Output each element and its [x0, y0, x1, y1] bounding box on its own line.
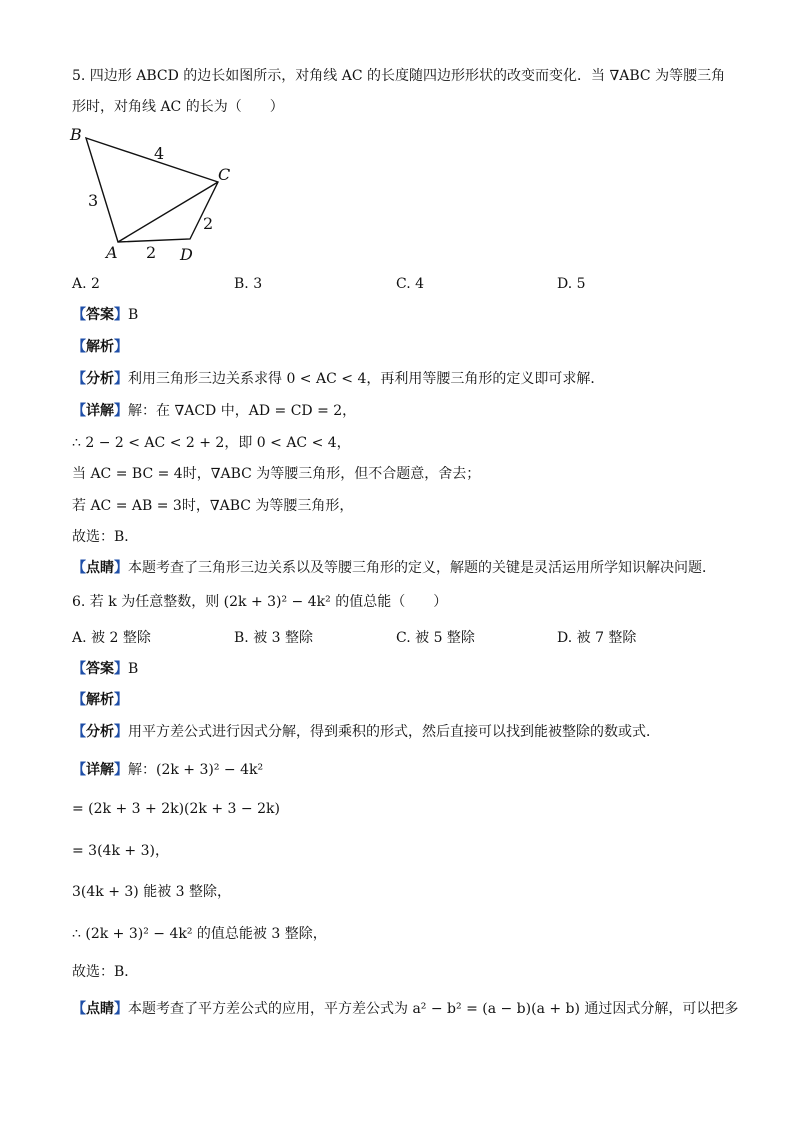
- length-label-ad: 2: [146, 243, 157, 262]
- q6-answer: 【答案】B: [72, 661, 139, 677]
- q5-xiangjie-line5: 故选：B．: [72, 529, 139, 545]
- q5-analysis-heading: 【解析】: [72, 339, 128, 355]
- q5-stem-line2: 形时，对角线 AC 的长为（ ）: [72, 99, 284, 115]
- q6-xiangjie-line5: ∴ (2k + 3)² − 4k² 的值总能被 3 整除，: [72, 926, 327, 942]
- q5-fenxi: 【分析】利用三角形三边关系求得 0 < AC < 4，再利用等腰三角形的定义即可求解．: [72, 371, 605, 387]
- q5-quadrilateral-figure: [60, 118, 260, 268]
- vertex-label-a: A: [106, 243, 118, 262]
- length-label-ab: 3: [88, 191, 99, 210]
- q6-option-d: D. 被 7 整除: [557, 630, 637, 646]
- answer-tag: 【答案】: [72, 307, 128, 323]
- vertex-label-b: B: [70, 125, 82, 144]
- q6-dianjing: 【点睛】本题考查了平方差公式的应用，平方差公式为 a² − b² = (a − b)(a + b) 通过因式分解，可以把多: [72, 1001, 739, 1017]
- length-label-cd: 2: [203, 214, 214, 233]
- answer-value: B: [128, 307, 139, 323]
- q5-option-d: D. 5: [557, 276, 586, 292]
- q6-option-b: B. 被 3 整除: [234, 630, 313, 646]
- q6-xiangjie-line3: = 3(4k + 3)，: [72, 843, 169, 859]
- q5-xiangjie-line4: 若 AC = AB = 3时，∇ABC 为等腰三角形，: [72, 498, 354, 514]
- q5-option-b: B. 3: [234, 276, 263, 292]
- q6-xiangjie-line4: 3(4k + 3) 能被 3 整除，: [72, 884, 232, 900]
- q5-option-c: C. 4: [396, 276, 425, 292]
- quadrilateral-abcd: [86, 138, 218, 242]
- q5-xiangjie-line3: 当 AC = BC = 4时，∇ABC 为等腰三角形，但不合题意，舍去；: [72, 466, 481, 482]
- q6-option-c: C. 被 5 整除: [396, 630, 475, 646]
- q5-stem-line1: 5. 四边形 ABCD 的边长如图所示，对角线 AC 的长度随四边形形状的改变而变化．当 ∇ABC 为等腰三角: [72, 68, 726, 84]
- length-label-bc: 4: [154, 144, 165, 163]
- q5-xiangjie-line1: 【详解】解：在 ∇ACD 中，AD = CD = 2，: [72, 403, 357, 419]
- q6-xiangjie-line1: 【详解】解：(2k + 3)² − 4k²: [72, 762, 264, 778]
- vertex-label-c: C: [218, 165, 231, 184]
- q6-xiangjie-line2: = (2k + 3 + 2k)(2k + 3 − 2k): [72, 801, 280, 817]
- q5-answer: [72, 305, 138, 325]
- q6-fenxi: 【分析】用平方差公式进行因式分解，得到乘积的形式，然后直接可以找到能被整除的数或式．: [72, 724, 660, 740]
- vertex-label-d: D: [180, 245, 193, 264]
- q5-xiangjie-line2: ∴ 2 − 2 < AC < 2 + 2，即 0 < AC < 4，: [72, 435, 351, 451]
- q6-option-a: A. 被 2 整除: [72, 630, 151, 646]
- q5-option-a: A. 2: [72, 276, 100, 292]
- q6-xiangjie-line6: 故选：B．: [72, 964, 139, 980]
- q5-dianjing: 【点睛】本题考查了三角形三边关系以及等腰三角形的定义，解题的关键是灵活运用所学知识解决问题．: [72, 560, 716, 576]
- q6-analysis-heading: 【解析】: [72, 692, 128, 708]
- q6-stem: 6. 若 k 为任意整数，则 (2k + 3)² − 4k² 的值总能（ ）: [72, 594, 448, 610]
